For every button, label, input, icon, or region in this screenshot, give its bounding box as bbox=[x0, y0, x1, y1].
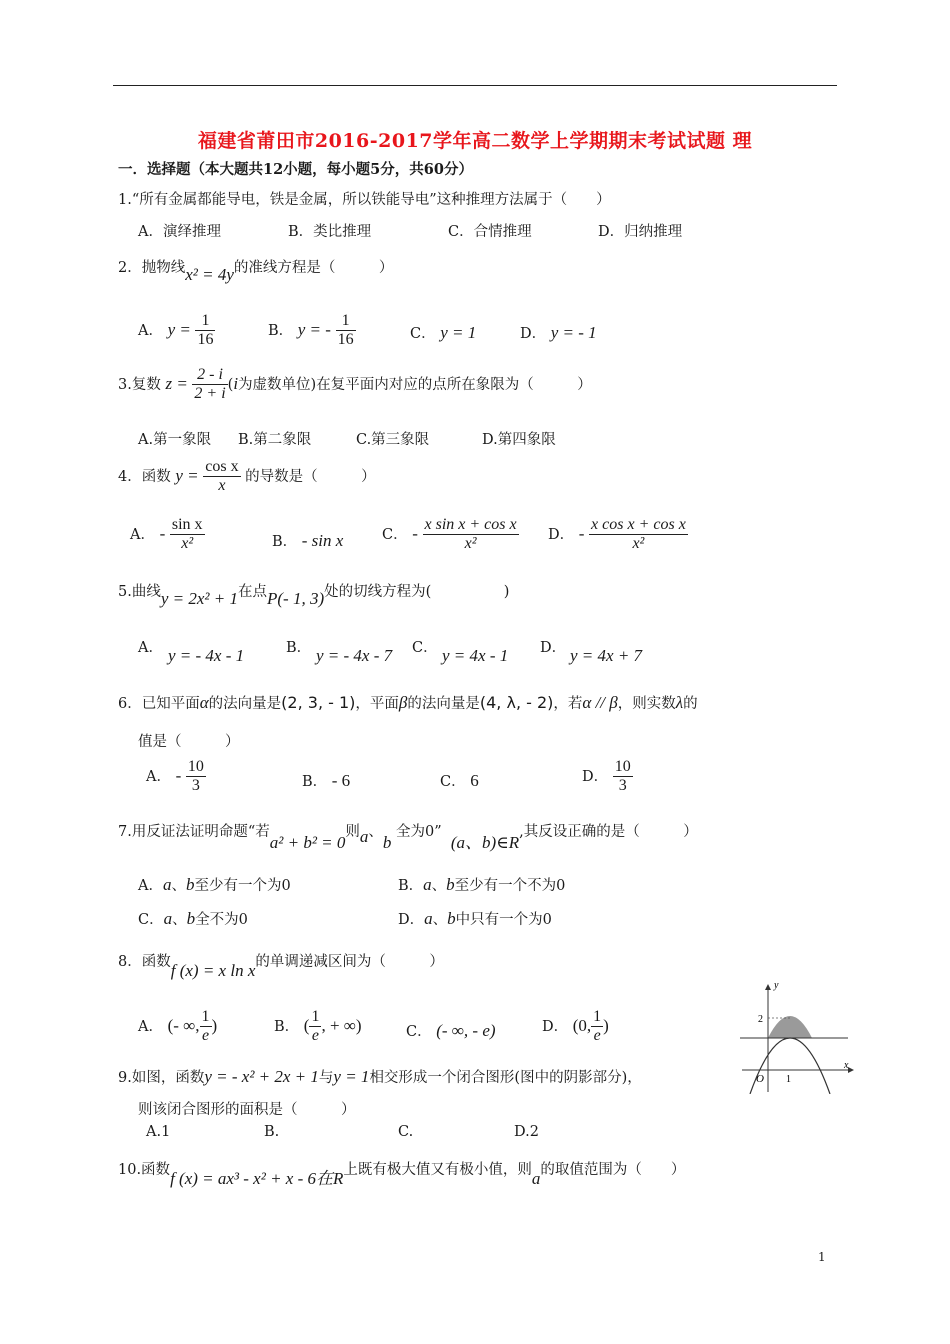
q7-c-text: 全不为0 bbox=[195, 912, 248, 928]
x-axis-label: x bbox=[844, 1060, 849, 1071]
q7-d-sep: 、 bbox=[432, 912, 448, 928]
q6-t5: ，则实数 bbox=[617, 696, 676, 712]
q8-option-a bbox=[138, 1008, 217, 1046]
q3-num: 2 - i bbox=[197, 366, 223, 383]
q6-option-c bbox=[440, 770, 479, 791]
q6-t2: ，平面 bbox=[355, 696, 399, 712]
q8-label-d: D． bbox=[542, 1018, 569, 1035]
q7-option-c bbox=[138, 908, 248, 929]
x-tick-label: 1 bbox=[786, 1074, 791, 1085]
q5-option-b: y = - 4x - 7 bbox=[316, 646, 393, 665]
q8-d-pre: (0, bbox=[572, 1015, 592, 1035]
q4-option-d bbox=[548, 516, 688, 554]
q8-expr: f (x) = x ln x bbox=[170, 961, 256, 980]
q6-option-d bbox=[582, 758, 633, 796]
q6-option-a bbox=[146, 758, 206, 796]
q7-a-sep: 、 bbox=[171, 878, 186, 894]
q7-b: b bbox=[382, 833, 392, 852]
q8-a-num: 1 bbox=[201, 1008, 210, 1025]
q6-b-value: - 6 bbox=[331, 771, 351, 790]
q6-t6: 的 bbox=[683, 696, 698, 712]
q8-d-num: 1 bbox=[593, 1008, 602, 1025]
q4-c-frac bbox=[423, 516, 519, 554]
q6-c-value: 6 bbox=[470, 771, 479, 790]
q6-vector-1: (2, 3, - 1) bbox=[281, 693, 356, 712]
q10-prefix: 10.函数 bbox=[118, 1162, 171, 1178]
q6-d-den: 3 bbox=[613, 776, 633, 795]
q1-stem: 1.“所有金属都能导电，铁是金属，所以铁能导电”这种推理方法属于（ ） bbox=[118, 192, 611, 208]
q6-label-a: A． bbox=[146, 768, 171, 785]
header-rule bbox=[113, 85, 837, 86]
q9-prefix: 9.如图，函数 bbox=[118, 1070, 205, 1086]
q4-prefix: 4．函数 bbox=[118, 468, 171, 485]
q6-a-den: 3 bbox=[186, 776, 206, 795]
q7-a-text: 至少有一个为0 bbox=[194, 878, 291, 894]
q2-label-a: A． bbox=[138, 322, 163, 339]
q6-a-frac bbox=[186, 758, 206, 796]
q5-label-c: C． bbox=[412, 640, 438, 656]
page-title: 福建省莆田市2016-2017学年高二数学上学期期末考试试题 理 bbox=[197, 130, 753, 152]
q8-d-frac bbox=[591, 1008, 603, 1046]
q8-option-c bbox=[406, 1020, 496, 1041]
q8-b-num: 1 bbox=[311, 1008, 320, 1025]
q7-b-a: a bbox=[423, 875, 432, 894]
q6-a-sign: - bbox=[175, 765, 182, 785]
q3-option-c: C.第三象限 bbox=[356, 432, 430, 448]
q6-option-b bbox=[302, 770, 350, 791]
q6-stem-line2: 值是（ ） bbox=[138, 734, 240, 750]
q8-label-b: B． bbox=[274, 1018, 300, 1035]
q2-option-b bbox=[268, 312, 356, 350]
q7-a-a: a bbox=[162, 875, 172, 894]
q7-b-b: b bbox=[446, 875, 455, 894]
q6-d-frac bbox=[613, 758, 633, 796]
q7-d-a: a bbox=[424, 909, 433, 928]
q5-option-a: y = - 4x - 1 bbox=[168, 646, 245, 665]
q4-suffix: 的导数是（ ） bbox=[245, 468, 376, 485]
q9-stem bbox=[118, 1066, 642, 1087]
q8-a-frac bbox=[200, 1008, 212, 1046]
q4-c-num: x sin x + cos x bbox=[424, 516, 517, 533]
parabola-curve bbox=[750, 1038, 830, 1094]
q7-prefix: 7.用反证法证明命题“若 bbox=[118, 824, 270, 840]
q8-b-den: e bbox=[309, 1026, 321, 1045]
q9-expr-1: y = - x² + 2x + 1 bbox=[204, 1067, 319, 1086]
q6-alpha: α bbox=[199, 693, 209, 712]
page-number: 1 bbox=[818, 1250, 826, 1264]
q3-option-b: B.第二象限 bbox=[238, 432, 312, 448]
q4-frac bbox=[203, 458, 240, 496]
q3-stem: 3.复数 z = $\frac{2 - i}{2 + i}$ (i为虚数单位)在复平面内对应的点所在象限为（ ） bbox=[118, 366, 592, 403]
q7-label-d: D． bbox=[398, 912, 425, 928]
q6-a-num: 10 bbox=[187, 758, 204, 775]
q4-lhs: y = bbox=[175, 465, 199, 485]
q3-i: i bbox=[233, 373, 239, 393]
q2-prefix: 2．抛物线 bbox=[118, 260, 186, 276]
q3-suffix: 为虚数单位)在复平面内对应的点所在象限为（ ） bbox=[238, 376, 592, 393]
q7-label-a: A． bbox=[138, 878, 163, 894]
q1-option-a: A．演绎推理 bbox=[138, 224, 221, 240]
q8-b-pre: ( bbox=[303, 1015, 310, 1035]
q4-option-c bbox=[382, 516, 519, 554]
q7-sep: 、 bbox=[368, 824, 383, 840]
q5-prefix: 5.曲线 bbox=[118, 584, 161, 600]
q6-d-num: 10 bbox=[614, 758, 631, 775]
q9-mid: 与 bbox=[318, 1070, 334, 1086]
q8-c-expr: (- ∞, - e) bbox=[436, 1021, 496, 1040]
q4-a-den: x² bbox=[170, 534, 205, 553]
q2-stem bbox=[118, 256, 394, 284]
q6-lambda: λ bbox=[675, 693, 684, 712]
q5-expr: y = 2x² + 1 bbox=[160, 589, 238, 608]
q8-d-den: e bbox=[591, 1026, 603, 1045]
q2-label-d: D． bbox=[520, 326, 547, 342]
q2-b-lhs: y = - bbox=[297, 319, 331, 339]
q7-c-b: b bbox=[186, 909, 196, 928]
q1-option-c: C．合情推理 bbox=[448, 224, 532, 240]
q3-option-d: D.第四象限 bbox=[482, 432, 556, 448]
q5-option-c: y = 4x - 1 bbox=[442, 646, 509, 665]
q1-option-d: D．归纳推理 bbox=[598, 224, 683, 240]
q4-a-frac bbox=[170, 516, 205, 554]
q2-option-d bbox=[520, 322, 597, 343]
q3-frac bbox=[192, 366, 227, 404]
q7-label-c: C． bbox=[138, 912, 164, 928]
q3-option-a: A.第一象限 bbox=[138, 432, 212, 448]
q9-expr-2: y = 1 bbox=[333, 1067, 370, 1086]
q2-c-expr: y = 1 bbox=[440, 323, 477, 342]
q7-option-a bbox=[138, 874, 291, 895]
origin-label: O bbox=[756, 1073, 764, 1085]
q10-t1: 上既有极大值又有极小值，则 bbox=[343, 1162, 532, 1178]
q10-expr: f (x) = ax³ - x² + x - 6在R bbox=[170, 1169, 344, 1188]
q7-c-sep: 、 bbox=[172, 912, 187, 928]
q4-label-b: B． bbox=[272, 534, 298, 550]
q6-stem bbox=[118, 692, 698, 713]
q8-d-post: ) bbox=[603, 1015, 609, 1035]
q4-d-num: x cos x + cos x bbox=[591, 516, 686, 533]
q10-suffix: 的取值范围为（ ） bbox=[540, 1162, 686, 1178]
y-axis-label: y bbox=[774, 982, 779, 991]
q3-lhs: z = bbox=[165, 373, 188, 393]
q7-b-sep: 、 bbox=[431, 878, 447, 894]
q7-c-a: a bbox=[163, 909, 173, 928]
q8-prefix: 8．函数 bbox=[118, 954, 171, 970]
q7-stem bbox=[118, 816, 698, 852]
section-heading: 一．选择题（本大题共12小题，每小题5分，共60分） bbox=[118, 161, 473, 178]
q4-d-den: x² bbox=[589, 534, 688, 553]
q2-a-den: 16 bbox=[197, 331, 214, 349]
q2-d-expr: y = - 1 bbox=[550, 323, 597, 342]
q2-suffix: 的准线方程是（ ） bbox=[233, 260, 394, 276]
q7-d-b: b bbox=[447, 909, 456, 928]
q5-option-d: y = 4x + 7 bbox=[570, 646, 643, 665]
q6-label-d: D． bbox=[582, 768, 609, 785]
q2-label-b: B． bbox=[268, 322, 294, 339]
q5-mid: 在点 bbox=[237, 584, 267, 600]
q7-option-d bbox=[398, 908, 552, 929]
q2-b-frac bbox=[336, 312, 356, 350]
q4-option-b bbox=[272, 530, 343, 551]
q5-stem bbox=[118, 580, 510, 608]
q8-b-post: , + ∞) bbox=[321, 1015, 362, 1035]
y-tick-label: 2 bbox=[758, 1014, 763, 1025]
q2-option-a bbox=[138, 312, 215, 350]
q2-expr: x² = 4y bbox=[185, 265, 234, 284]
q5-suffix: 处的切线方程为( ) bbox=[324, 584, 510, 600]
q4-label-c: C． bbox=[382, 526, 408, 543]
q7-d-text: 中只有一个为0 bbox=[455, 912, 552, 928]
q7-expr: a² + b² = 0 bbox=[269, 833, 346, 852]
q4-d-frac bbox=[589, 516, 688, 554]
q5-label-b: B． bbox=[286, 640, 312, 656]
q7-a-b: b bbox=[185, 875, 195, 894]
q4-den: x bbox=[203, 476, 240, 495]
q7-t1: 则 bbox=[345, 824, 360, 840]
q2-a-lhs: y = bbox=[167, 319, 191, 339]
q6-vector-2: (4, λ, - 2) bbox=[479, 693, 554, 712]
q2-a-frac bbox=[195, 312, 215, 350]
q4-c-den: x² bbox=[423, 534, 519, 553]
q6-beta: β bbox=[398, 693, 408, 712]
q10-a: a bbox=[531, 1169, 541, 1188]
q6-label-b: B． bbox=[302, 774, 328, 790]
q4-stem bbox=[118, 458, 376, 496]
q8-option-b bbox=[274, 1008, 362, 1046]
q9-figure bbox=[738, 982, 854, 1094]
q8-suffix: 的单调递减区间为（ ） bbox=[255, 954, 444, 970]
q8-stem bbox=[118, 950, 444, 980]
q7-a: a bbox=[359, 827, 369, 846]
q6-t4: ，若 bbox=[553, 696, 583, 712]
q5-label-a: A． bbox=[138, 640, 163, 656]
q7-suffix: ,其反设正确的是（ ） bbox=[519, 824, 698, 840]
q9-option-a: A.1 bbox=[146, 1124, 171, 1140]
q4-label-a: A． bbox=[130, 526, 155, 543]
q2-b-num: 1 bbox=[341, 312, 350, 329]
q9-suffix: 相交形成一个闭合图形(图中的阴影部分)， bbox=[369, 1070, 642, 1086]
q4-d-sign: - bbox=[578, 523, 585, 543]
q4-num: cos x bbox=[205, 458, 239, 475]
q7-t2: 全为0” bbox=[396, 824, 442, 840]
q6-label-c: C． bbox=[440, 774, 466, 790]
q4-c-sign: - bbox=[412, 523, 418, 543]
q5-point: P(- 1, 3) bbox=[266, 589, 325, 608]
q8-option-d bbox=[542, 1008, 609, 1046]
q6-t1: 的法向量是 bbox=[208, 696, 282, 712]
q9-option-d: D.2 bbox=[514, 1124, 539, 1140]
shaded-region bbox=[768, 1016, 812, 1038]
q9-stem-line2: 则该闭合图形的面积是（ ） bbox=[138, 1102, 356, 1118]
q7-condition: (a、b)∈R bbox=[450, 833, 520, 852]
q4-label-d: D． bbox=[548, 526, 575, 543]
q6-t3: 的法向量是 bbox=[407, 696, 480, 712]
q1-option-b: B．类比推理 bbox=[288, 224, 372, 240]
q4-option-a bbox=[130, 516, 205, 554]
q3-den: 2 + i bbox=[194, 385, 226, 403]
q8-label-c: C． bbox=[406, 1024, 432, 1040]
q8-label-a: A． bbox=[138, 1018, 163, 1035]
q9-option-c: C. bbox=[398, 1124, 414, 1140]
q8-a-den: e bbox=[200, 1026, 212, 1045]
q8-b-frac bbox=[309, 1008, 321, 1046]
q2-option-c bbox=[410, 322, 476, 343]
q7-label-b: B． bbox=[398, 878, 424, 894]
q6-prefix: 6．已知平面 bbox=[118, 696, 200, 712]
q5-label-d: D． bbox=[540, 640, 567, 656]
y-axis-arrow bbox=[765, 984, 771, 990]
q6-condition: α // β bbox=[582, 693, 618, 712]
q10-stem bbox=[118, 1154, 686, 1188]
q7-option-b bbox=[398, 874, 565, 895]
q4-a-sign: - bbox=[159, 523, 166, 543]
q9-option-b: B. bbox=[264, 1124, 280, 1140]
q2-b-den: 16 bbox=[337, 331, 354, 349]
q7-b-text: 至少有一个不为0 bbox=[454, 878, 566, 894]
q8-a-post: ) bbox=[211, 1015, 218, 1035]
q2-label-c: C． bbox=[410, 326, 436, 342]
q4-b-expr: - sin x bbox=[301, 531, 344, 550]
q4-a-num: sin x bbox=[171, 516, 203, 533]
q8-a-pre: (- ∞, bbox=[167, 1015, 200, 1035]
x-axis-arrow bbox=[848, 1067, 854, 1073]
q3-prefix: 3.复数 bbox=[118, 376, 161, 393]
q2-a-num: 1 bbox=[201, 312, 210, 329]
